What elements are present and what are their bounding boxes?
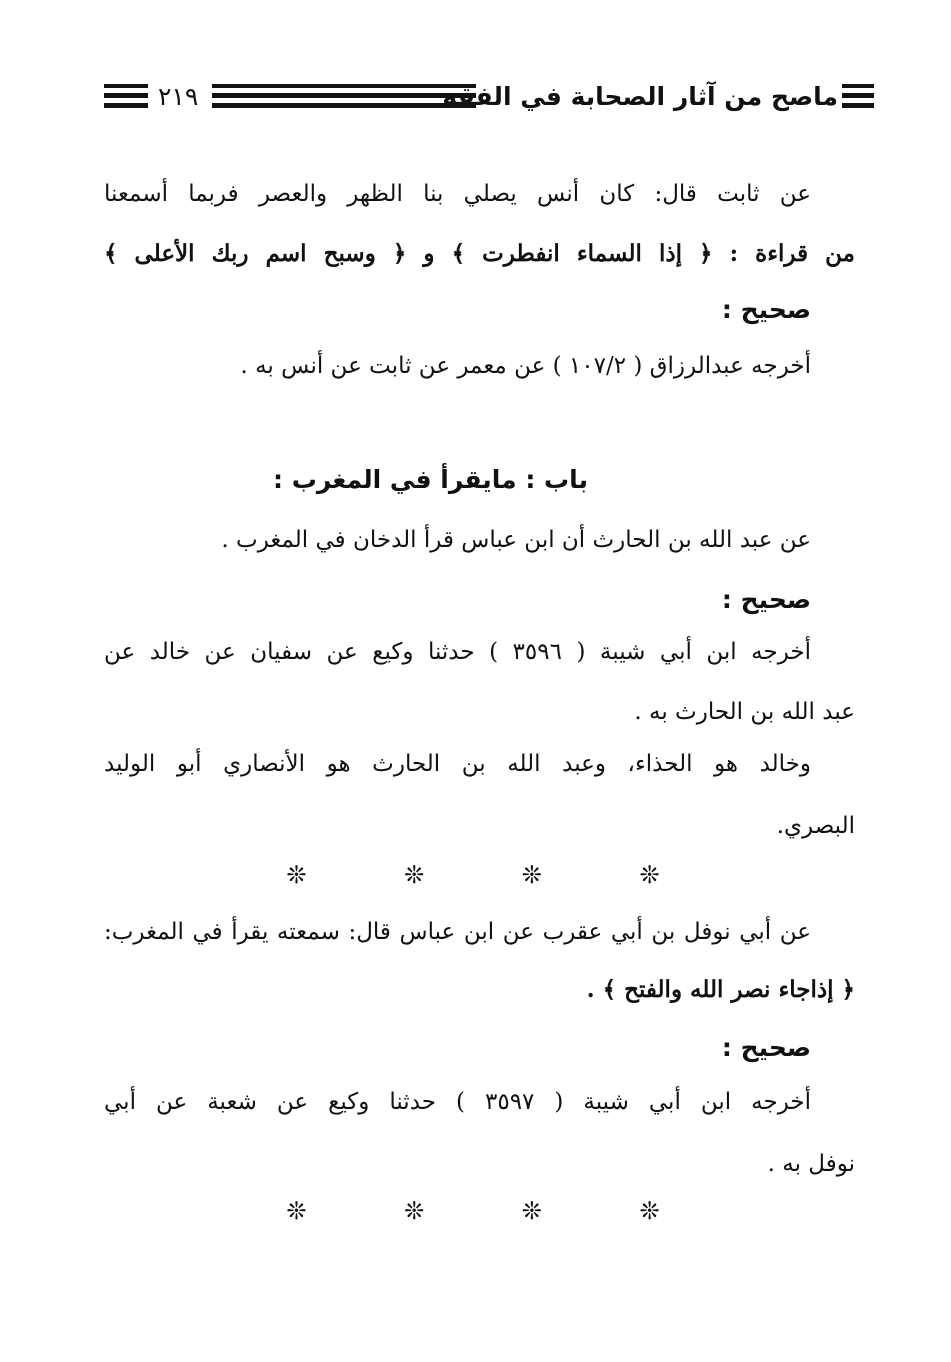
header-rule-middle — [212, 84, 476, 112]
entry1-text-line-1: عن ثابت قال: كان أنس يصلي بنا الظهر والعصر فربما أسمعنا — [104, 181, 811, 207]
section-separator: ❊ ❊ ❊ ❊ — [286, 861, 705, 889]
verdict-label: صحيح : — [721, 585, 811, 614]
takhrij-line: أخرجه عبدالرزاق ( ١٠٧/٢ ) عن معمر عن ثابت عن أنس به . — [240, 353, 811, 379]
entry3-text-line-2: ﴿ إذاجاء نصر الله والفتح ﴾ . — [586, 976, 855, 1003]
header-rule-right — [842, 84, 874, 112]
header-title: ماصح من آثار الصحابة في الفقه — [442, 82, 838, 111]
entry3-text-line-1: عن أبي نوفل بن أبي عقرب عن ابن عباس قال: سمعته يقرأ في المغرب: — [104, 919, 811, 945]
note-line: البصري. — [776, 813, 855, 839]
running-header — [104, 74, 874, 124]
section-separator: ❊ ❊ ❊ ❊ — [286, 1197, 705, 1225]
verdict-label: صحيح : — [721, 295, 811, 324]
takhrij-line: أخرجه ابن أبي شيبة ( ٣٥٩٧ ) حدثنا وكيع عن شعبة عن أبي — [104, 1089, 812, 1115]
header-rule-left — [104, 84, 148, 112]
takhrij-line: عبد الله بن الحارث به . — [634, 699, 855, 725]
entry1-text-line-2: من قراءة : ﴿ إذا السماء انفطرت ﴾ و ﴿ وسبح اسم ربك الأعلى ﴾ — [104, 240, 855, 267]
chapter-heading: باب : مايقرأ في المغرب : — [273, 465, 588, 494]
page-number: ٢١٩ — [158, 82, 199, 111]
verdict-label: صحيح : — [721, 1033, 811, 1062]
takhrij-line: نوفل به . — [767, 1151, 855, 1177]
takhrij-line: أخرجه ابن أبي شيبة ( ٣٥٩٦ ) حدثنا وكيع عن سفيان عن خالد عن — [104, 639, 811, 665]
entry2-text: عن عبد الله بن الحارث أن ابن عباس قرأ الدخان في المغرب . — [221, 527, 811, 553]
note-line: وخالد هو الحذاء، وعبد الله بن الحارث هو الأنصاري أبو الوليد — [104, 751, 811, 777]
